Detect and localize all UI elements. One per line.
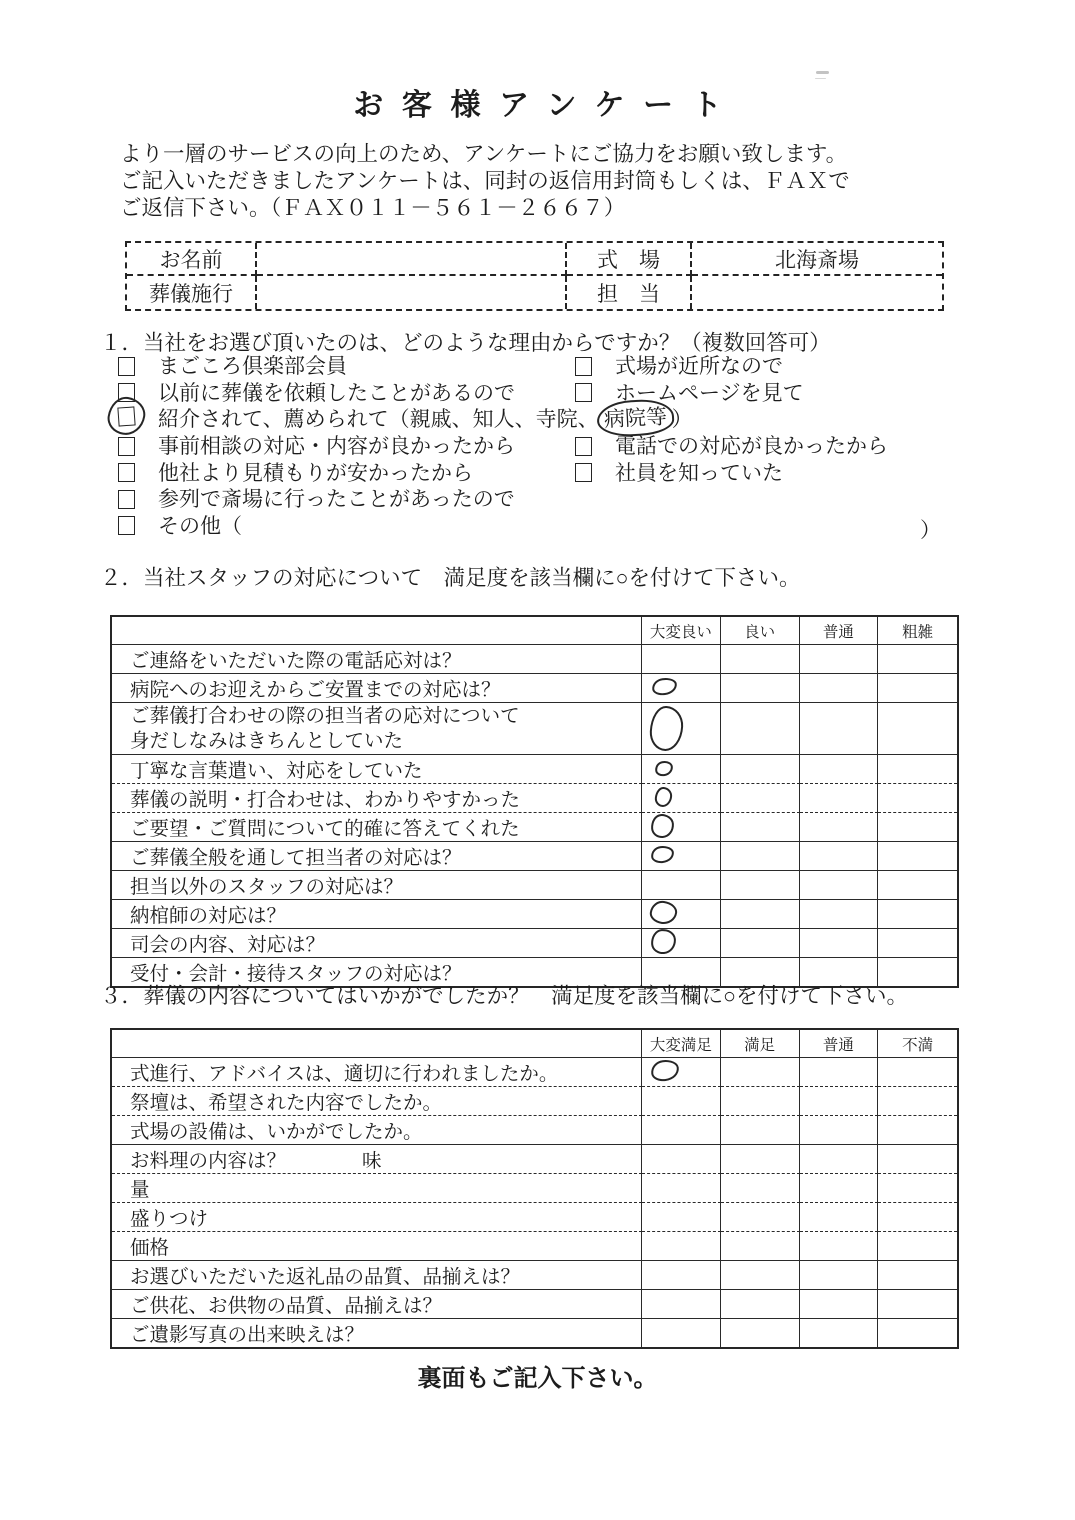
q1-option-label: その他（ <box>158 514 242 538</box>
q2-question: 丁寧な言葉遣い、対応をしていた <box>112 755 642 784</box>
answer-cell[interactable] <box>878 1290 957 1319</box>
service-label: 葬儀施行 <box>127 276 257 309</box>
answer-cell[interactable] <box>800 674 879 703</box>
answer-cell[interactable] <box>721 1232 800 1261</box>
other-close-paren: ） <box>920 518 941 542</box>
checkbox-icon[interactable] <box>118 463 135 482</box>
hand-circle-mark <box>650 929 677 955</box>
q3-question: ご遺影写真の出来映えは？ <box>112 1319 642 1347</box>
hand-circle-mark <box>650 813 675 839</box>
q3-col-header: 不満 <box>878 1030 957 1058</box>
answer-cell[interactable] <box>800 1232 879 1261</box>
q2-question: ご要望・ご質問について的確に答えてくれた <box>112 813 642 842</box>
hall-label: 式 場 <box>567 243 692 276</box>
q2-question: 担当以外のスタッフの対応は？ <box>112 871 642 900</box>
q2-question <box>112 703 642 755</box>
hand-circle-mark <box>654 786 673 808</box>
answer-cell[interactable] <box>878 703 957 755</box>
intro-line-2: ご記入いただきましたアンケートは、同封の返信用封筒もしくは、ＦＡＸで <box>120 169 850 193</box>
answer-cell[interactable] <box>642 1058 721 1087</box>
answer-cell[interactable] <box>721 929 800 958</box>
answer-cell[interactable] <box>878 1087 957 1116</box>
checkbox-icon[interactable] <box>575 383 592 402</box>
info-box-row <box>127 276 942 309</box>
hall-value: 北海斎場 <box>692 243 942 276</box>
answer-cell[interactable] <box>642 645 721 674</box>
checkbox-icon[interactable] <box>575 357 592 376</box>
q2-question: 病院へのお迎えからご安置までの対応は？ <box>112 674 642 703</box>
q1-option <box>118 483 575 513</box>
q3-row <box>112 1319 957 1347</box>
answer-cell[interactable] <box>642 813 721 842</box>
answer-cell[interactable] <box>800 1319 879 1347</box>
q2-row <box>112 929 957 958</box>
name-label: お名前 <box>127 243 257 276</box>
q1-option <box>118 457 575 487</box>
q3-row <box>112 1145 957 1174</box>
answer-cell[interactable] <box>721 1058 800 1087</box>
q3-row <box>112 1232 957 1261</box>
answer-cell[interactable] <box>878 1203 957 1232</box>
q1-option-label: 社員を知っていた <box>615 461 783 485</box>
q2-header-empty <box>112 617 642 645</box>
q1-option-row <box>118 458 963 485</box>
answer-cell[interactable] <box>721 1261 800 1290</box>
answer-cell[interactable] <box>642 755 721 784</box>
q3-question: ご供花、お供物の品質、品揃えは？ <box>112 1290 642 1319</box>
answer-cell[interactable] <box>642 784 721 813</box>
q1-option-label: ホームページを見て <box>615 381 804 405</box>
answer-cell[interactable] <box>878 813 957 842</box>
q3-col-header: 満足 <box>721 1030 800 1058</box>
answer-cell[interactable] <box>721 1116 800 1145</box>
q3-row <box>112 1116 957 1145</box>
q2-row <box>112 703 957 755</box>
answer-cell[interactable] <box>878 1116 957 1145</box>
q3-content-table <box>110 1028 959 1349</box>
q2-row <box>112 755 957 784</box>
answer-cell[interactable] <box>642 1203 721 1232</box>
hand-circle-mark <box>654 760 674 778</box>
answer-cell[interactable] <box>878 784 957 813</box>
hand-circle-mark <box>651 676 678 696</box>
q1-option-label: 事前相談の対応・内容が良かったから <box>158 435 515 459</box>
q1-heading: １．当社をお選び頂いたのは、どのような理由からですか？（複数回答可） <box>100 331 831 355</box>
q3-row <box>112 1261 957 1290</box>
answer-cell[interactable] <box>800 1145 879 1174</box>
answer-cell[interactable] <box>878 1174 957 1203</box>
answer-cell[interactable] <box>642 1116 721 1145</box>
answer-cell[interactable] <box>800 813 879 842</box>
answer-cell[interactable] <box>721 784 800 813</box>
answer-cell[interactable] <box>721 674 800 703</box>
answer-cell[interactable] <box>800 900 879 929</box>
answer-cell[interactable] <box>721 813 800 842</box>
q1-option <box>575 430 888 460</box>
answer-cell[interactable] <box>721 1319 800 1347</box>
answer-cell[interactable] <box>642 871 721 900</box>
q1-option <box>118 350 575 380</box>
scan-artifact-mark <box>816 71 829 74</box>
checkbox-icon[interactable] <box>575 437 592 456</box>
answer-cell[interactable] <box>721 1290 800 1319</box>
info-box-row <box>127 243 942 276</box>
q2-question: ご連絡をいただいた際の電話応対は？ <box>112 645 642 674</box>
answer-cell[interactable] <box>721 1174 800 1203</box>
answer-cell[interactable] <box>721 871 800 900</box>
q2-staff-table <box>110 615 959 988</box>
answer-cell[interactable] <box>800 1174 879 1203</box>
answer-cell[interactable] <box>642 1319 721 1347</box>
q3-col-header: 大変満足 <box>642 1030 721 1058</box>
staff-label: 担 当 <box>567 276 692 309</box>
q2-col-header: 良い <box>721 617 800 645</box>
answer-cell[interactable] <box>800 929 879 958</box>
answer-cell[interactable] <box>878 1145 957 1174</box>
q1-option-label: 以前に葬儀を依頼したことがあるので <box>158 381 515 405</box>
page-title: お客様アンケート <box>353 89 741 122</box>
q1-option-row <box>118 485 963 512</box>
answer-cell[interactable] <box>642 842 721 871</box>
checkbox-icon[interactable] <box>118 490 135 509</box>
q2-col-header: 大変良い <box>642 617 721 645</box>
q1-option-label: 電話での対応が良かったから <box>615 435 888 459</box>
answer-cell[interactable] <box>878 674 957 703</box>
q2-row <box>112 813 957 842</box>
answer-cell[interactable] <box>721 755 800 784</box>
q1-option <box>575 377 804 407</box>
answer-cell[interactable] <box>800 1058 879 1087</box>
q2-col-header: 普通 <box>800 617 879 645</box>
checked-checkbox[interactable] <box>118 406 135 431</box>
q1-option-label: ） <box>671 408 693 432</box>
answer-cell[interactable] <box>721 842 800 871</box>
q3-question: お選びいただいた返礼品の品質、品揃えは？ <box>112 1261 642 1290</box>
q1-option <box>118 430 575 460</box>
q2-row <box>112 871 957 900</box>
answer-cell[interactable] <box>878 1232 957 1261</box>
answer-cell[interactable] <box>878 1261 957 1290</box>
answer-cell[interactable] <box>800 645 879 674</box>
q3-col-header: 普通 <box>800 1030 879 1058</box>
q3-row <box>112 1174 957 1203</box>
answer-cell[interactable] <box>878 929 957 958</box>
answer-cell[interactable] <box>800 1116 879 1145</box>
q1-option-row <box>118 379 963 406</box>
answer-cell[interactable] <box>878 842 957 871</box>
q1-option-row-other <box>118 512 963 542</box>
answer-cell[interactable] <box>721 1203 800 1232</box>
answer-cell[interactable] <box>642 1174 721 1203</box>
answer-cell[interactable] <box>721 703 800 755</box>
q2-row <box>112 645 957 674</box>
answer-cell[interactable] <box>800 1203 879 1232</box>
checkbox-icon[interactable] <box>575 463 592 482</box>
answer-cell[interactable] <box>642 1232 721 1261</box>
q1-options <box>118 352 963 542</box>
q3-row <box>112 1058 957 1087</box>
service-field[interactable] <box>257 276 567 309</box>
name-field[interactable] <box>257 243 567 276</box>
q1-option-row <box>118 432 963 459</box>
q3-sub-item: 量 <box>112 1174 642 1203</box>
q1-option <box>118 377 575 407</box>
q1-option-label: 参列で斎場に行ったことがあったので <box>158 488 515 512</box>
q3-header-row <box>112 1030 957 1058</box>
q2-question-line1: ご葬儀打合わせの際の担当者の応対について <box>130 704 520 727</box>
answer-cell[interactable] <box>642 1261 721 1290</box>
info-box <box>125 241 944 311</box>
answer-cell[interactable] <box>800 1290 879 1319</box>
answer-cell[interactable] <box>878 871 957 900</box>
answer-cell[interactable] <box>878 645 957 674</box>
q1-option-label: 他社より見積もりが安かったから <box>158 461 473 485</box>
q3-question: 祭壇は、希望された内容でしたか。 <box>112 1087 642 1116</box>
q1-option <box>118 510 575 540</box>
q2-question: 葬儀の説明・打合わせは、わかりやすかった <box>112 784 642 813</box>
q3-sub-item: 盛りつけ <box>112 1203 642 1232</box>
staff-field[interactable] <box>692 276 942 309</box>
q1-option-label: まごころ倶楽部会員 <box>158 355 347 379</box>
q3-question: 式進行、アドバイスは、適切に行われましたか。 <box>112 1058 642 1087</box>
q3-question: 式場の設備は、いかがでしたか。 <box>112 1116 642 1145</box>
answer-cell[interactable] <box>642 703 721 755</box>
q3-question-label: お料理の内容は？ <box>130 1150 287 1172</box>
answer-cell[interactable] <box>721 900 800 929</box>
q3-row <box>112 1203 957 1232</box>
hand-circle-mark <box>650 1058 680 1082</box>
q2-row <box>112 674 957 703</box>
hand-circle-mark <box>649 705 684 752</box>
q2-row <box>112 842 957 871</box>
intro-text <box>120 141 850 222</box>
q2-question-line2: 身だしなみはきちんとしていた <box>130 729 404 752</box>
answer-cell[interactable] <box>800 703 879 755</box>
answer-cell[interactable] <box>878 1319 957 1347</box>
q2-heading: ２．当社スタッフの対応について 満足度を該当欄に○を付けて下さい。 <box>100 566 801 590</box>
hand-circle-mark <box>650 845 675 864</box>
hand-circle-mark <box>649 900 679 926</box>
q2-question: 司会の内容、対応は？ <box>112 929 642 958</box>
answer-cell[interactable] <box>878 900 957 929</box>
answer-cell[interactable] <box>878 755 957 784</box>
q3-row <box>112 1290 957 1319</box>
q1-option-label: 紹介されて、薦められて（親戚、知人、寺院、 <box>158 408 599 432</box>
answer-cell[interactable] <box>878 1058 957 1087</box>
answer-cell[interactable] <box>642 1087 721 1116</box>
answer-cell[interactable] <box>721 1145 800 1174</box>
checkbox-icon[interactable] <box>118 357 135 376</box>
q2-col-header: 粗雑 <box>878 617 957 645</box>
answer-cell[interactable] <box>642 1290 721 1319</box>
answer-cell[interactable] <box>642 929 721 958</box>
q1-option-row <box>118 352 963 379</box>
intro-line-3: ご返信下さい。（ＦＡＸ０１１－５６１－２６６７） <box>120 196 626 220</box>
checkbox-icon[interactable] <box>118 516 135 535</box>
answer-cell[interactable] <box>800 871 879 900</box>
answer-cell[interactable] <box>721 1087 800 1116</box>
q3-header-empty <box>112 1030 642 1058</box>
answer-cell[interactable] <box>721 645 800 674</box>
answer-cell[interactable] <box>642 674 721 703</box>
q3-heading: ３．葬儀の内容についてはいかがでしたか？ 満足度を該当欄に○を付けて下さい。 <box>100 984 909 1008</box>
q2-question: 受付・会計・接待スタッフの対応は？ <box>112 958 642 986</box>
intro-line-1: より一層のサービスの向上のため、アンケートにご協力をお願い致します。 <box>120 142 848 166</box>
q3-row <box>112 1087 957 1116</box>
answer-cell[interactable] <box>642 900 721 929</box>
q2-question: 納棺師の対応は？ <box>112 900 642 929</box>
answer-cell[interactable] <box>800 755 879 784</box>
footer-note: 裏面もご記入下さい。 <box>417 1365 658 1392</box>
q3-sub-item: 価格 <box>112 1232 642 1261</box>
answer-cell[interactable] <box>800 784 879 813</box>
q2-header-row <box>112 617 957 645</box>
answer-cell[interactable] <box>800 1261 879 1290</box>
q2-row <box>112 784 957 813</box>
answer-cell[interactable] <box>800 842 879 871</box>
circled-text: 病院等 <box>596 398 675 438</box>
q3-sub-item: 味 <box>362 1150 382 1172</box>
q2-row <box>112 900 957 929</box>
q1-option <box>575 457 783 487</box>
answer-cell[interactable] <box>642 1145 721 1174</box>
q3-question-food <box>112 1145 642 1174</box>
q1-option-row-checked <box>118 405 963 432</box>
q2-question: ご葬儀全般を通して担当者の対応は？ <box>112 842 642 871</box>
q1-option-label: 式場が近所なので <box>615 355 783 379</box>
answer-cell[interactable] <box>800 1087 879 1116</box>
q1-option <box>575 350 783 380</box>
checkbox-icon[interactable] <box>118 437 135 456</box>
